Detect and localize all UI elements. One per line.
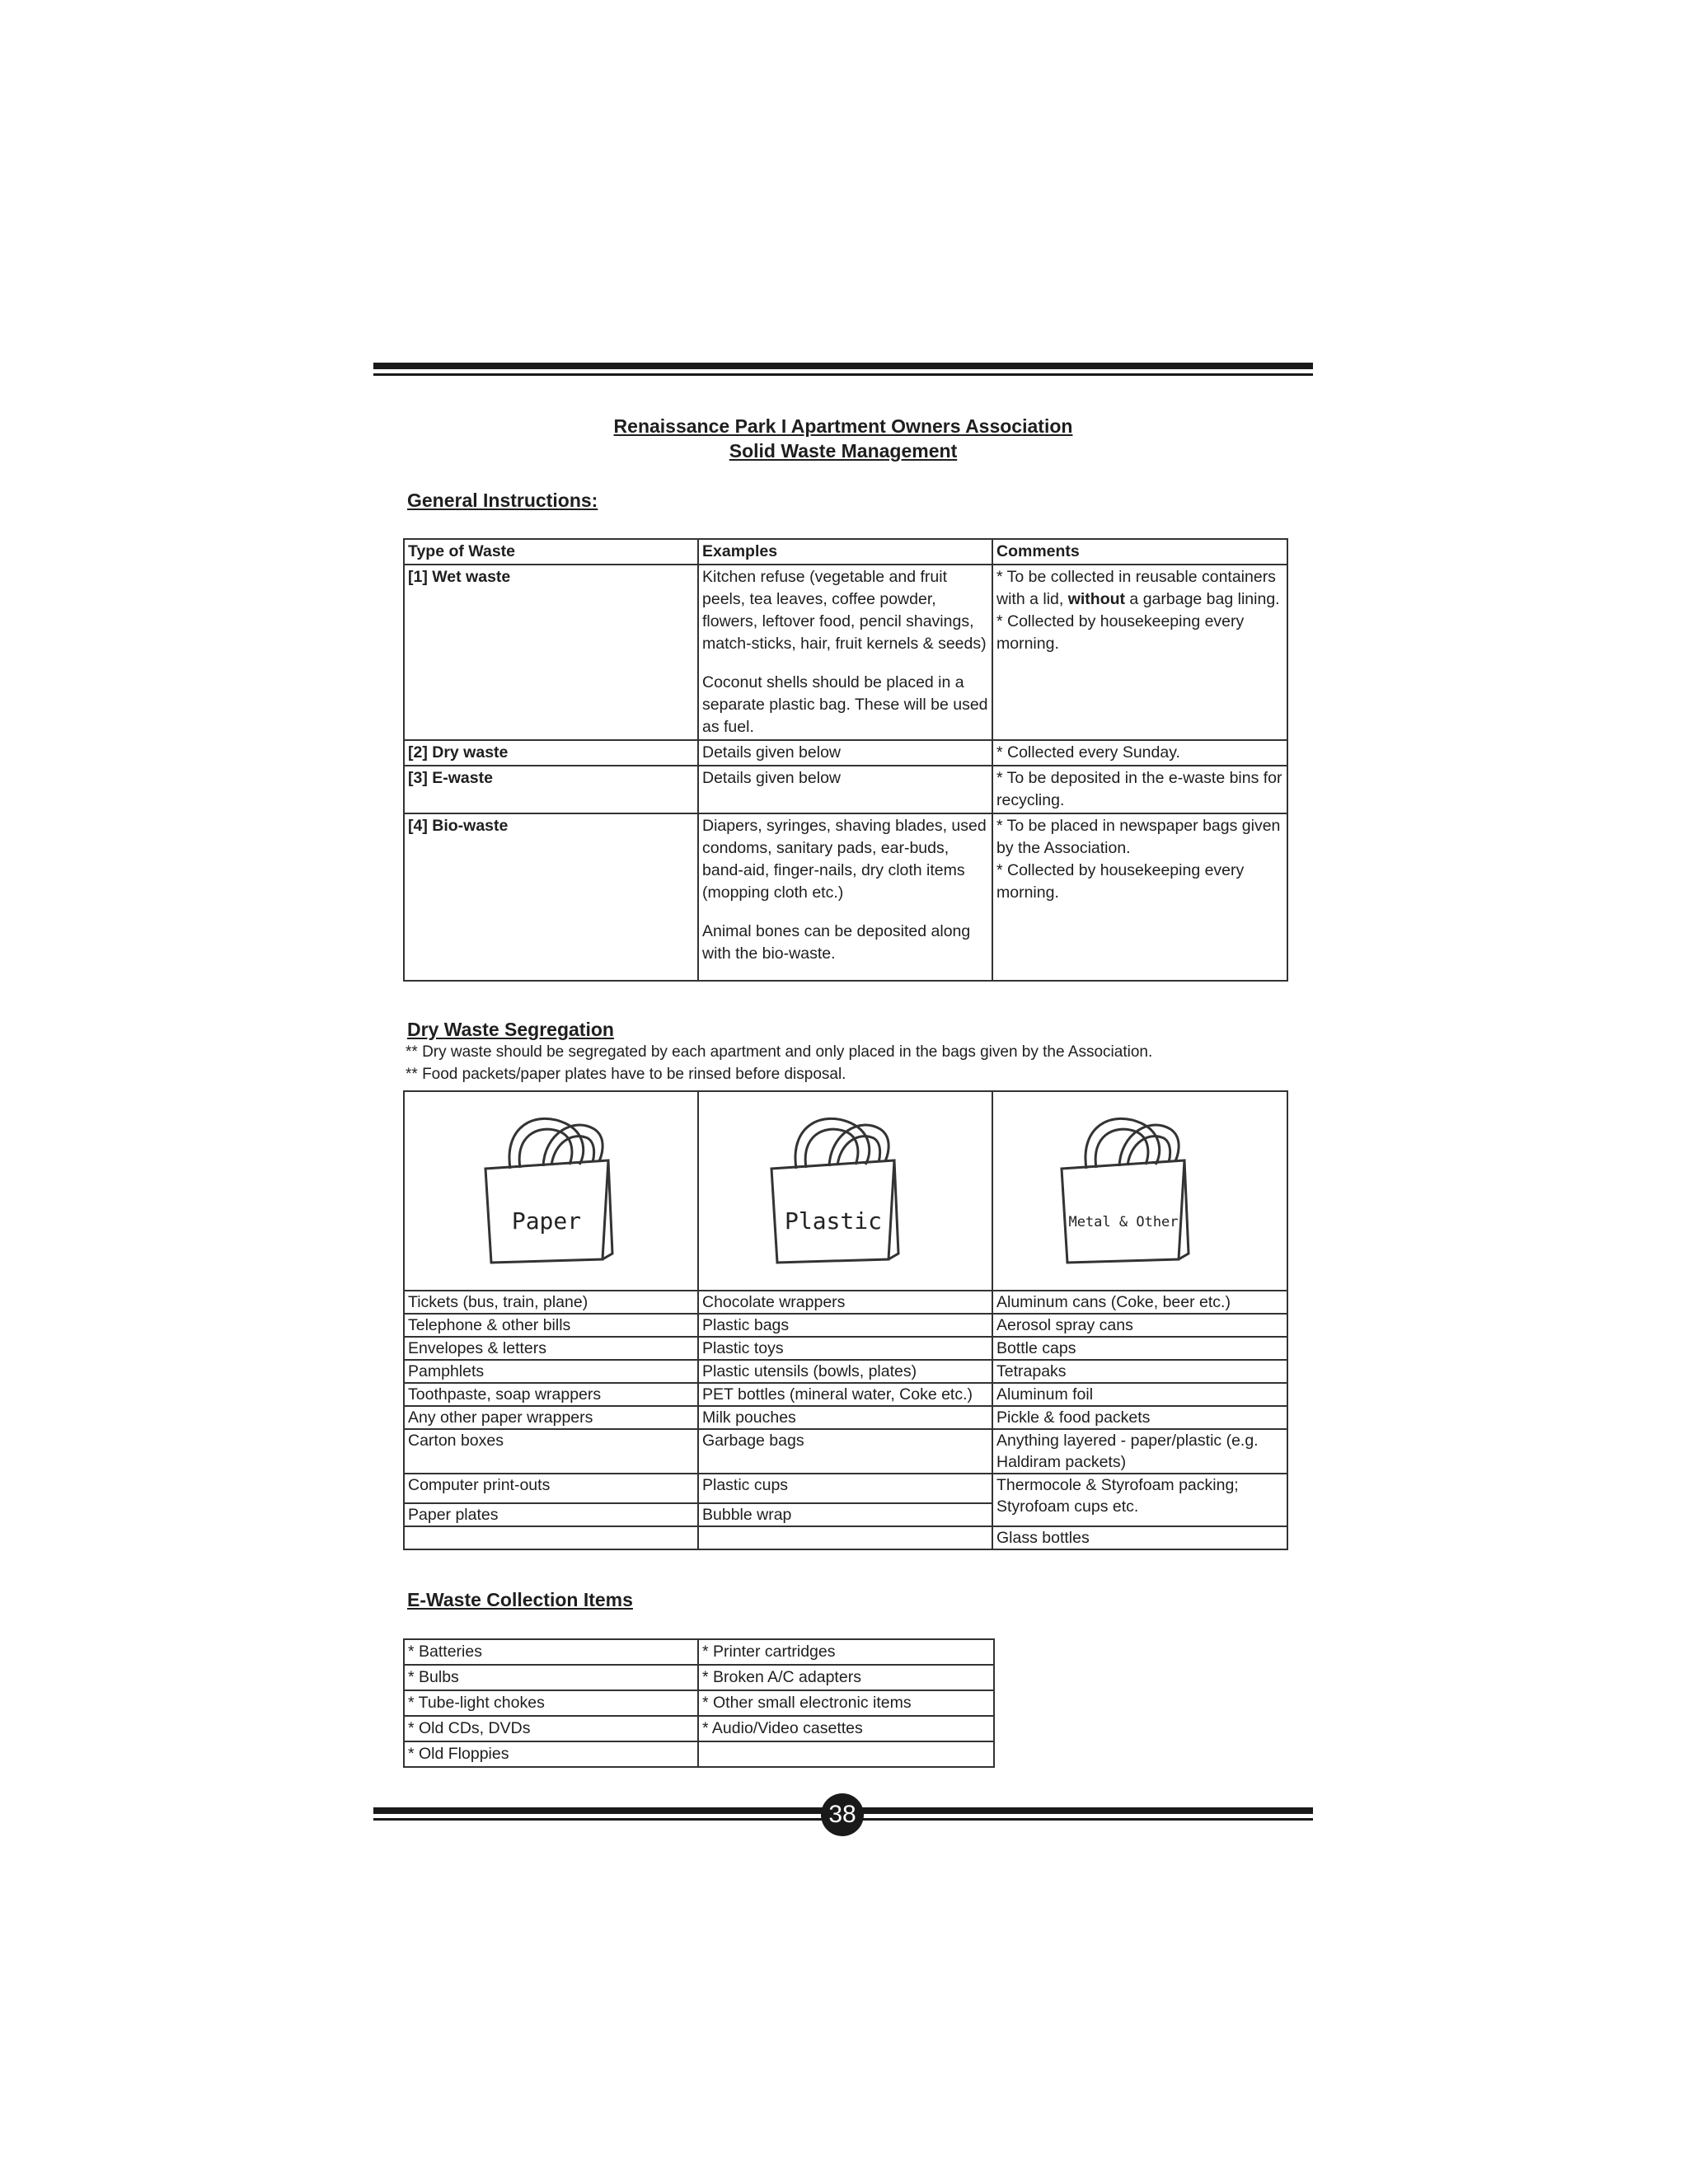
metal-bag-icon [993, 1092, 1288, 1290]
metal-item: Glass bottles [992, 1526, 1287, 1549]
examples-text: Kitchen refuse (vegetable and fruit peels, tea leaves, coffee powder, flowers, leftover food, pencil shavings, match-sticks, hair, fruit kernels & seeds) [702, 568, 987, 653]
metal-item: Aluminum foil [992, 1383, 1287, 1406]
ewaste-item: * Old Floppies [404, 1741, 698, 1767]
waste-type: [4] Bio-waste [404, 813, 698, 981]
plastic-item: Chocolate wrappers [698, 1291, 992, 1314]
table-row [404, 1741, 994, 1767]
ewaste-item: * Broken A/C adapters [698, 1665, 994, 1690]
plastic-item: Bubble wrap [698, 1503, 992, 1526]
ewaste-item: * Audio/Video casettes [698, 1716, 994, 1741]
page-title: Renaissance Park I Apartment Owners Association [613, 415, 1073, 437]
waste-type: [2] Dry waste [404, 740, 698, 766]
table-row [404, 1639, 994, 1665]
column-header: Examples [698, 539, 992, 565]
ewaste-item: * Printer cartridges [698, 1639, 994, 1665]
paper-item: Tickets (bus, train, plane) [404, 1291, 698, 1314]
table-row [404, 813, 1287, 981]
plastic-item: PET bottles (mineral water, Coke etc.) [698, 1383, 992, 1406]
comment-emphasis: without [1067, 590, 1126, 608]
table-row [404, 1337, 1287, 1360]
table-row [404, 1716, 994, 1741]
plastic-item: Plastic bags [698, 1314, 992, 1337]
waste-examples: Details given below [698, 740, 992, 766]
dry-waste-heading: Dry Waste Segregation [407, 1019, 614, 1040]
paper-item: Carton boxes [404, 1429, 698, 1474]
comment-line: * Collected by housekeeping every morning. [996, 612, 1245, 653]
paper-bag-cell [404, 1091, 698, 1291]
general-instructions-table [403, 538, 1288, 982]
plastic-item: Plastic utensils (bowls, plates) [698, 1360, 992, 1383]
comment-line: * To be placed in newspaper bags given by the Association. [996, 817, 1281, 857]
ewaste-heading: E-Waste Collection Items [407, 1589, 633, 1610]
table-row [404, 766, 1287, 813]
waste-comments: * Collected every Sunday. [992, 740, 1287, 766]
ewaste-item: * Bulbs [404, 1665, 698, 1690]
waste-type: [1] Wet waste [404, 565, 698, 740]
page-subtitle: Solid Waste Management [729, 440, 958, 462]
paper-item [404, 1526, 698, 1549]
waste-comments [992, 813, 1287, 981]
dry-waste-note: ** Food packets/paper plates have to be rinsed before disposal. [406, 1066, 846, 1083]
metal-item: Aluminum cans (Coke, beer etc.) [992, 1291, 1287, 1314]
waste-examples [698, 813, 992, 981]
comment-line: * Collected by housekeeping every morning. [996, 861, 1245, 902]
ewaste-item [698, 1741, 994, 1767]
ewaste-item: * Other small electronic items [698, 1690, 994, 1716]
examples-note: Coconut shells should be placed in a separate plastic bag. These will be used as fuel. [702, 673, 988, 736]
plastic-item: Plastic toys [698, 1337, 992, 1360]
table-row [404, 1665, 994, 1690]
table-row [404, 1406, 1287, 1429]
ewaste-item: * Batteries [404, 1639, 698, 1665]
metal-item: Aerosol spray cans [992, 1314, 1287, 1337]
examples-note: Animal bones can be deposited along with the bio-waste. [702, 922, 971, 963]
paper-item: Envelopes & letters [404, 1337, 698, 1360]
dry-waste-table [403, 1090, 1288, 1550]
bag-row [404, 1091, 1287, 1291]
waste-comments: * To be deposited in the e-waste bins for recycling. [992, 766, 1287, 813]
ewaste-item: * Old CDs, DVDs [404, 1716, 698, 1741]
table-header-row [404, 539, 1287, 565]
bag-label: Paper [511, 1207, 582, 1235]
metal-item: Bottle caps [992, 1337, 1287, 1360]
table-row [404, 1291, 1287, 1314]
paper-item: Computer print-outs [404, 1474, 698, 1503]
comment-text: a garbage bag lining. [1125, 590, 1280, 608]
paper-item: Paper plates [404, 1503, 698, 1526]
paper-item: Telephone & other bills [404, 1314, 698, 1337]
plastic-item [698, 1526, 992, 1549]
column-header: Type of Waste [404, 539, 698, 565]
paper-item: Toothpaste, soap wrappers [404, 1383, 698, 1406]
general-instructions-heading: General Instructions: [407, 490, 598, 511]
paper-bag-icon [405, 1092, 699, 1290]
table-row [404, 1383, 1287, 1406]
waste-type: [3] E-waste [404, 766, 698, 813]
bag-label: Metal & Other [1068, 1214, 1179, 1230]
waste-examples [698, 565, 992, 740]
plastic-bag-icon [699, 1092, 993, 1290]
bag-label: Plastic [784, 1207, 883, 1235]
metal-item: Thermocole & Styrofoam packing; Styrofoam cups etc. [992, 1474, 1287, 1526]
plastic-item: Garbage bags [698, 1429, 992, 1474]
table-row [404, 1690, 994, 1716]
top-rule [373, 363, 1313, 369]
paper-item: Pamphlets [404, 1360, 698, 1383]
column-header: Comments [992, 539, 1287, 565]
ewaste-item: * Tube-light chokes [404, 1690, 698, 1716]
table-row [404, 740, 1287, 766]
comment-text: * To be collected in reusable containers with a lid, [996, 568, 1276, 608]
table-row [404, 1429, 1287, 1474]
waste-examples: Details given below [698, 766, 992, 813]
plastic-bag-cell [698, 1091, 992, 1291]
examples-text: Diapers, syringes, shaving blades, used condoms, sanitary pads, ear-buds, band-aid, finger-nails, dry cloth items (mopping cloth etc.) [702, 817, 987, 902]
metal-item: Tetrapaks [992, 1360, 1287, 1383]
metal-item: Pickle & food packets [992, 1406, 1287, 1429]
plastic-item: Milk pouches [698, 1406, 992, 1429]
paper-item: Any other paper wrappers [404, 1406, 698, 1429]
table-row [404, 1474, 1287, 1503]
ewaste-table [403, 1638, 995, 1768]
comment-line [996, 566, 1283, 611]
page-number: 38 [821, 1793, 864, 1836]
table-row [404, 1314, 1287, 1337]
top-rule-thin [373, 373, 1313, 376]
metal-item: Anything layered - paper/plastic (e.g. Haldiram packets) [992, 1429, 1287, 1474]
table-row [404, 565, 1287, 740]
table-row [404, 1526, 1287, 1549]
plastic-item: Plastic cups [698, 1474, 992, 1503]
metal-bag-cell [992, 1091, 1287, 1291]
waste-comments [992, 565, 1287, 740]
table-row [404, 1360, 1287, 1383]
dry-waste-note: ** Dry waste should be segregated by each apartment and only placed in the bags given by the Association. [406, 1043, 1153, 1061]
